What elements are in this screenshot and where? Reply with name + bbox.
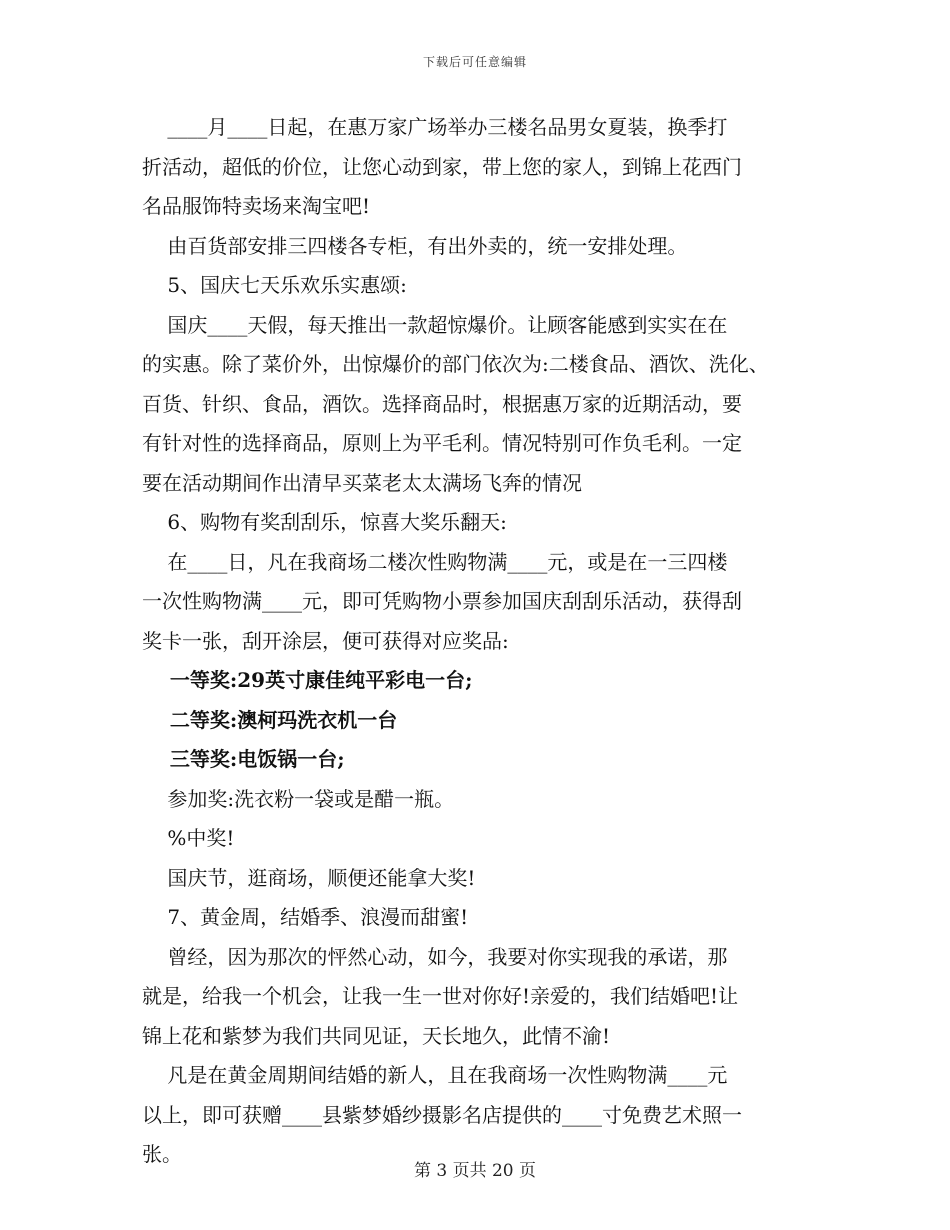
page-header: 下载后可任意编辑	[422, 55, 527, 69]
paragraph-line: 由百货部安排三四楼各专柜，有出外卖的，统一安排处理。	[142, 233, 688, 258]
paragraph-line: 的实惠。除了菜价外，出惊爆价的部门依次为:二楼食品、酒饮、洗化、	[142, 352, 769, 376]
paragraph-line: 就是，给我一个机会，让我一生一世对你好!亲爱的，我们结婚吧!让	[142, 984, 739, 1008]
paragraph-line: %中奖!	[142, 826, 235, 850]
paragraph-line: 有针对性的选择商品，原则上为平毛利。情况特别可作负毛利。一定	[142, 431, 742, 455]
document-body	[142, 108, 822, 1175]
paragraph-line: 凡是在黄金周期间结婚的新人，且在我商场一次性购物满____元	[142, 1063, 728, 1087]
paragraph-line: 在____日，凡在我商场二楼次性购物满____元，或是在一三四楼	[142, 549, 728, 574]
prize-first: 一等奖:29英寸康佳纯平彩电一台;	[142, 668, 473, 692]
paragraph-line: 折活动，超低的价位，让您心动到家，带上您的家人，到锦上花西门	[142, 154, 742, 179]
paragraph-line: 奖卡一张，刮开涂层，便可获得对应奖品:	[142, 628, 509, 653]
prize-third: 三等奖:电饭锅一台;	[142, 747, 345, 771]
paragraph-line: 国庆____天假，每天推出一款超惊爆价。让顾客能感到实实在在	[142, 312, 728, 337]
paragraph-line: 百货、针织、食品，酒饮。选择商品时，根据惠万家的近期活动，要	[142, 391, 742, 416]
paragraph-line: 一次性购物满____元，即可凭购物小票参加国庆刮刮乐活动，获得刮	[142, 589, 742, 613]
prize-participation: 参加奖:洗衣粉一袋或是醋一瓶。	[142, 786, 455, 811]
page-footer: 第 3 页共 20 页	[413, 1161, 537, 1181]
paragraph-line: 张。	[142, 1142, 182, 1166]
paragraph-line: 国庆节，逛商场，顺便还能拿大奖!	[142, 865, 476, 890]
section-heading: 7、黄金周，结婚季、浪漫而甜蜜!	[142, 905, 469, 929]
paragraph-line: ____月____日起，在惠万家广场举办三楼名品男女夏装，换季打	[142, 115, 728, 139]
paragraph-line: 曾经，因为那次的怦然心动，如今，我要对你实现我的承诺，那	[142, 944, 728, 969]
paragraph-line: 要在活动期间作出清早买菜老太太满场飞奔的情况	[142, 470, 582, 495]
paragraph-line: 锦上花和紫梦为我们共同见证，天长地久，此情不渝!	[142, 1023, 611, 1048]
section-heading: 6、购物有奖刮刮乐，惊喜大奖乐翻天:	[142, 510, 507, 534]
prize-second: 二等奖:澳柯玛洗衣机一台	[142, 707, 398, 732]
paragraph-line: 名品服饰特卖场来淘宝吧!	[142, 194, 371, 218]
section-heading: 5、国庆七天乐欢乐实惠颂:	[142, 273, 407, 297]
paragraph-line: 以上，即可获赠____县紫梦婚纱摄影名店提供的____寸免费艺术照一	[142, 1102, 742, 1127]
